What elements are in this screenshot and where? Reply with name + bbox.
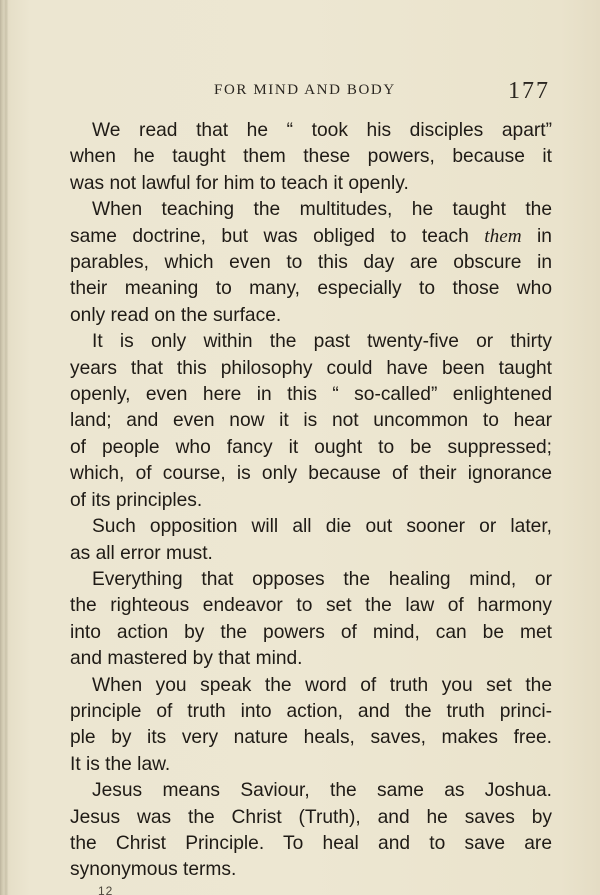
text-line: Jesus was the Christ (Truth), and he saves by	[70, 806, 552, 828]
text-line: When you speak the word of truth you set the	[92, 674, 552, 696]
text-line: the Christ Principle. To heal and to save are	[70, 832, 552, 854]
text-line: openly, even here in this “ so-called” enlightened	[70, 384, 552, 406]
text-line: Everything that opposes the healing mind, or	[92, 568, 552, 590]
emphasized-word: them	[484, 225, 522, 247]
text-line: when he taught them these powers, because it	[70, 146, 552, 168]
paragraph-5	[70, 567, 552, 673]
running-head: FOR MIND AND BODY	[214, 82, 396, 98]
text-fragment: same doctrine, but was obliged to teach	[70, 225, 469, 247]
paragraph-2	[70, 197, 552, 329]
text-line: parables, which even to this day are obscure in	[70, 252, 552, 274]
text-line: It is only within the past twenty-five or thirty	[92, 331, 552, 353]
page-number: 177	[508, 78, 550, 104]
text-line: as all error must.	[70, 542, 213, 564]
text-line: the righteous endeavor to set the law of harmony	[70, 595, 552, 617]
text-line: It is the law.	[70, 753, 171, 775]
paragraph-3	[70, 329, 552, 514]
text-line: and mastered by that mind.	[70, 648, 303, 670]
text-line: their meaning to many, especially to those who	[70, 278, 552, 300]
text-line: of people who fancy it ought to be suppressed;	[70, 436, 552, 458]
paragraph-1	[70, 118, 552, 197]
text-fragment: in	[537, 225, 552, 247]
text-line: We read that he “ took his disciples apart”	[92, 120, 552, 141]
body-text	[70, 118, 552, 884]
text-line: principle of truth into action, and the truth princi-	[70, 700, 552, 722]
text-line: was not lawful for him to teach it openly.	[70, 172, 409, 194]
text-line: which, of course, is only because of their ignorance	[70, 463, 552, 485]
text-line: only read on the surface.	[70, 304, 282, 326]
paragraph-6	[70, 673, 552, 779]
text-line: years that this philosophy could have been taught	[70, 357, 552, 379]
text-line: ple by its very nature heals, saves, makes free.	[70, 727, 552, 749]
text-line: into action by the powers of mind, can be met	[70, 621, 552, 643]
text-line: land; and even now it is not uncommon to hear	[70, 410, 552, 432]
text-line: When teaching the multitudes, he taught the	[92, 199, 552, 221]
signature-mark: 12	[98, 884, 114, 895]
page-header	[70, 78, 550, 106]
text-line-with-emphasis	[70, 224, 552, 250]
text-line: synonymous terms.	[70, 859, 237, 881]
text-line: Jesus means Saviour, the same as Joshua.	[92, 780, 552, 802]
paragraph-7	[70, 778, 552, 884]
binding-gutter	[0, 0, 8, 895]
paragraph-4	[70, 514, 552, 567]
text-line: Such opposition will all die out sooner or later,	[92, 516, 552, 538]
text-line: of its principles.	[70, 489, 203, 511]
